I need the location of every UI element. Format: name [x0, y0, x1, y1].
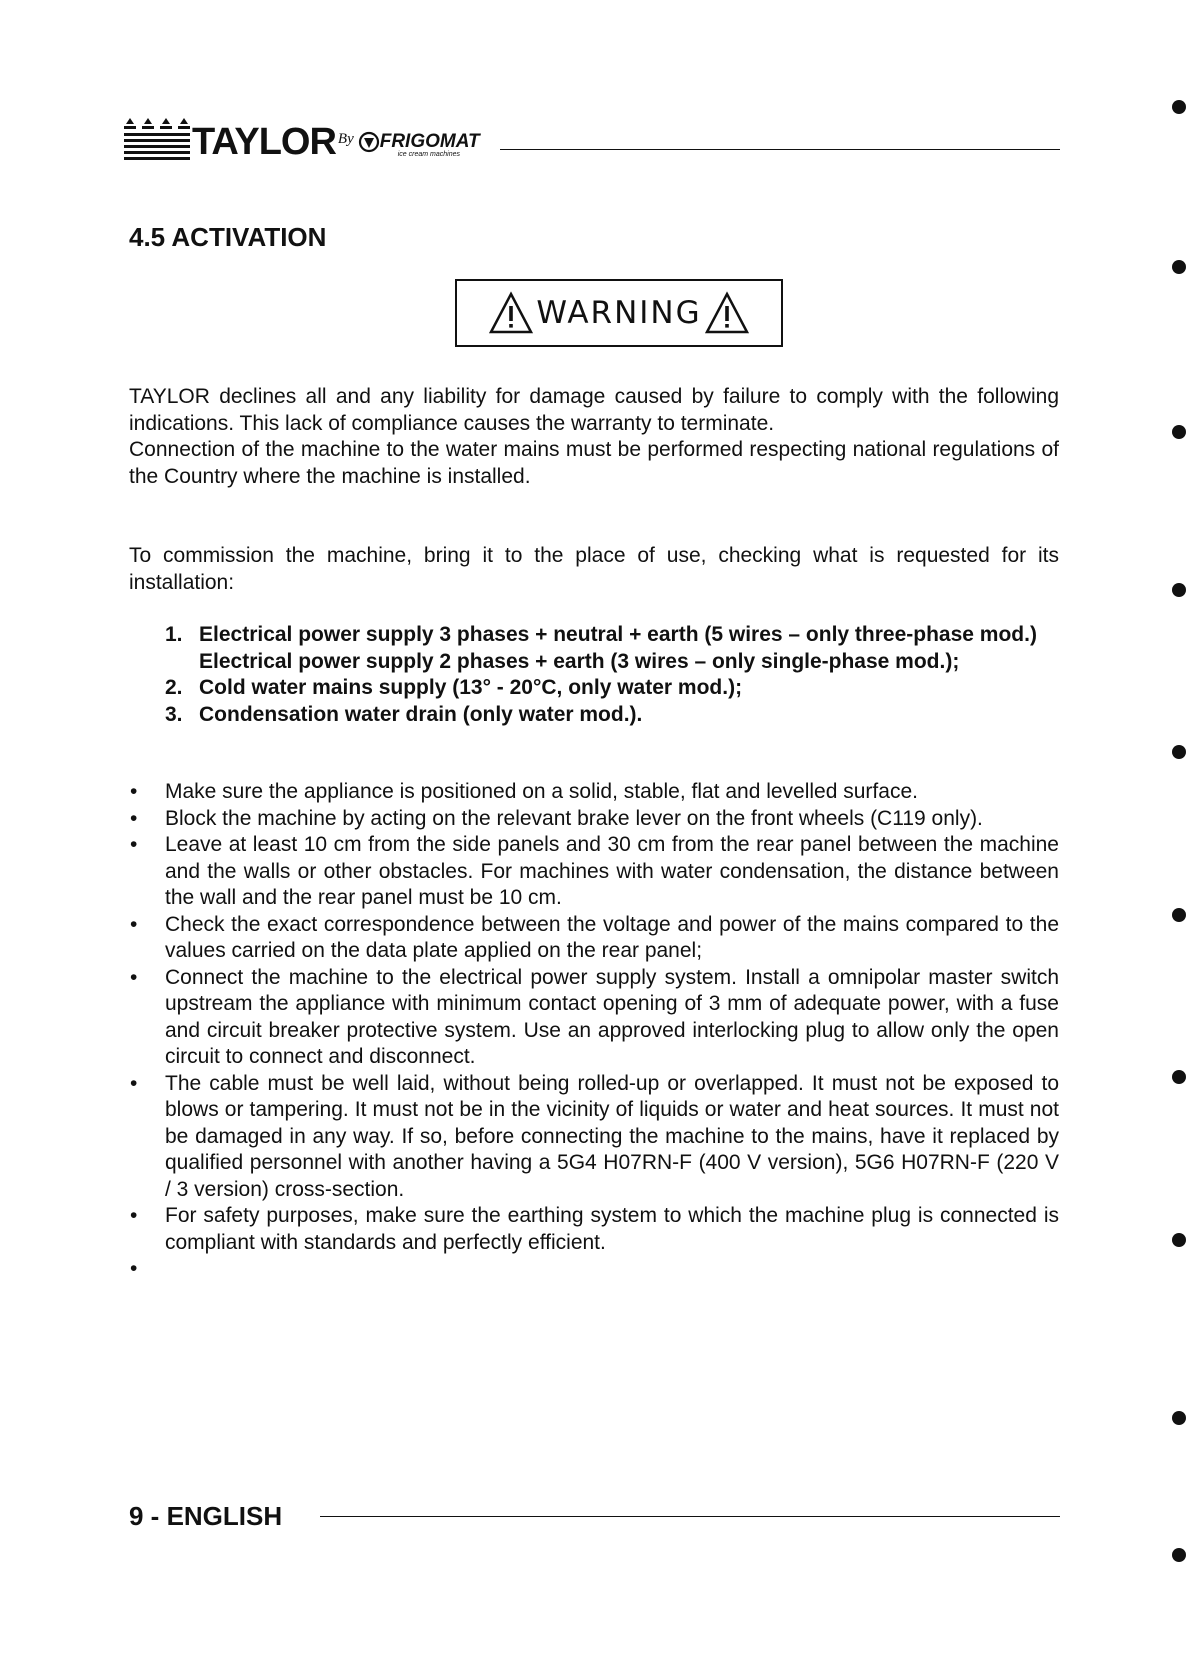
list-number: 2. — [165, 676, 183, 699]
punch-hole — [1172, 1233, 1186, 1247]
punch-hole — [1172, 260, 1186, 274]
logo-partner-tagline: ice cream machines — [397, 151, 460, 158]
bullet-icon: • — [130, 1071, 138, 1095]
logo-partner — [380, 132, 480, 158]
punch-hole — [1172, 1070, 1186, 1084]
list-text: The cable must be well laid, without being rolled-up or overlapped. It must not be exposed to blows or tampering. It must not be in the vicinity of liquids or water and heat sources. It must not be damaged in any way. If so, before connecting the machine to the mains, have it replaced by qualified personnel with another having a 5G4 H07RN-F (400 V version), 5G6 H07RN-F (220 V / 3 version) cross-section. — [165, 1071, 1059, 1201]
list-item — [129, 1256, 1059, 1283]
list-item — [165, 675, 1065, 702]
list-item — [129, 1203, 1059, 1256]
list-item — [165, 649, 1065, 676]
warning-triangle-icon — [704, 291, 750, 335]
list-item — [129, 832, 1059, 912]
punch-hole — [1172, 425, 1186, 439]
footer-rule — [320, 1516, 1060, 1517]
punch-hole — [1172, 583, 1186, 597]
list-text: Cold water mains supply (13° - 20°C, only water mod.); — [199, 676, 743, 699]
paragraph: Connection of the machine to the water mains must be performed respecting national regulations of the Country where the machine is installed. — [129, 438, 1059, 488]
list-text: Condensation water drain (only water mod.). — [199, 702, 643, 726]
list-item — [129, 965, 1059, 1071]
list-item — [129, 779, 1059, 806]
page-footer: 9 - ENGLISH — [129, 1501, 283, 1531]
list-item — [165, 622, 1065, 649]
header-rule — [500, 149, 1060, 150]
punch-hole — [1172, 745, 1186, 759]
paragraph: To commission the machine, bring it to the place of use, checking what is requested for its installation: — [129, 544, 1059, 594]
list-text: Connect the machine to the electrical power supply system. Install a omnipolar master switch upstream the appliance with minimum contact opening of 3 mm of adequate power, with a fuse and circuit breaker protective system. Use an approved interlocking plug to allow only the open circuit to connect and disconnect. — [165, 965, 1059, 1068]
list-text: Leave at least 10 cm from the side panels and 30 cm from the rear panel between the machine and the walls or other obstacles. For machines with water condensation, the distance between the wall and the rear panel must be 10 cm. — [165, 833, 1059, 909]
list-text: Make sure the appliance is positioned on a solid, stable, flat and levelled surface. — [165, 780, 918, 803]
list-text — [165, 1256, 1059, 1283]
bullet-icon: • — [130, 1257, 138, 1280]
requirements-list — [165, 622, 1065, 728]
list-item — [165, 702, 1065, 729]
section-title: 4.5 ACTIVATION — [129, 222, 327, 252]
list-text: Electrical power supply 2 phases + earth (3 wires – only single-phase mod.); — [199, 649, 960, 673]
bullet-icon: • — [130, 780, 138, 803]
warning-triangle-icon — [488, 291, 534, 335]
list-number: 1. — [165, 623, 183, 646]
bullet-icon: • — [130, 833, 138, 856]
list-text: Electrical power supply 3 phases + neutral + earth (5 wires – only three-phase mod.) — [199, 623, 1037, 646]
instructions-list — [129, 779, 1059, 1283]
taylor-frigomat-logo — [124, 112, 480, 162]
list-text: Block the machine by acting on the relevant brake lever on the front wheels (C119 only). — [165, 806, 983, 830]
list-text: For safety purposes, make sure the earthing system to which the machine plug is connected is compliant with standards and perfectly efficient. — [165, 1204, 1059, 1254]
list-number: 3. — [165, 702, 183, 726]
commission-intro — [129, 543, 1059, 596]
list-number — [165, 649, 199, 676]
liability-notice — [129, 384, 1059, 490]
bullet-icon: • — [130, 1204, 138, 1227]
punch-hole — [1172, 908, 1186, 922]
logo-brand-text: TAYLOR — [192, 121, 336, 163]
punch-hole — [1172, 100, 1186, 114]
frigomat-emblem-icon — [358, 130, 380, 154]
list-item — [129, 1071, 1059, 1204]
logo-by-text: By — [337, 131, 354, 147]
warning-box — [455, 279, 783, 347]
paragraph: TAYLOR declines all and any liability for damage caused by failure to comply with the following indications. This lack of compliance causes the warranty to terminate. — [129, 385, 1059, 435]
punch-hole — [1172, 1411, 1186, 1425]
list-item — [129, 912, 1059, 965]
crown-logo-icon — [124, 116, 190, 162]
logo-partner-name: FRIGOMAT — [379, 131, 480, 152]
warning-label: WARNING — [536, 295, 702, 331]
punch-hole — [1172, 1548, 1186, 1562]
list-text: Check the exact correspondence between the voltage and power of the mains compared to the values carried on the data plate applied on the rear panel; — [165, 912, 1059, 962]
bullet-icon: • — [130, 912, 138, 936]
bullet-icon: • — [130, 806, 138, 830]
bullet-icon: • — [130, 965, 138, 989]
list-item — [129, 806, 1059, 833]
